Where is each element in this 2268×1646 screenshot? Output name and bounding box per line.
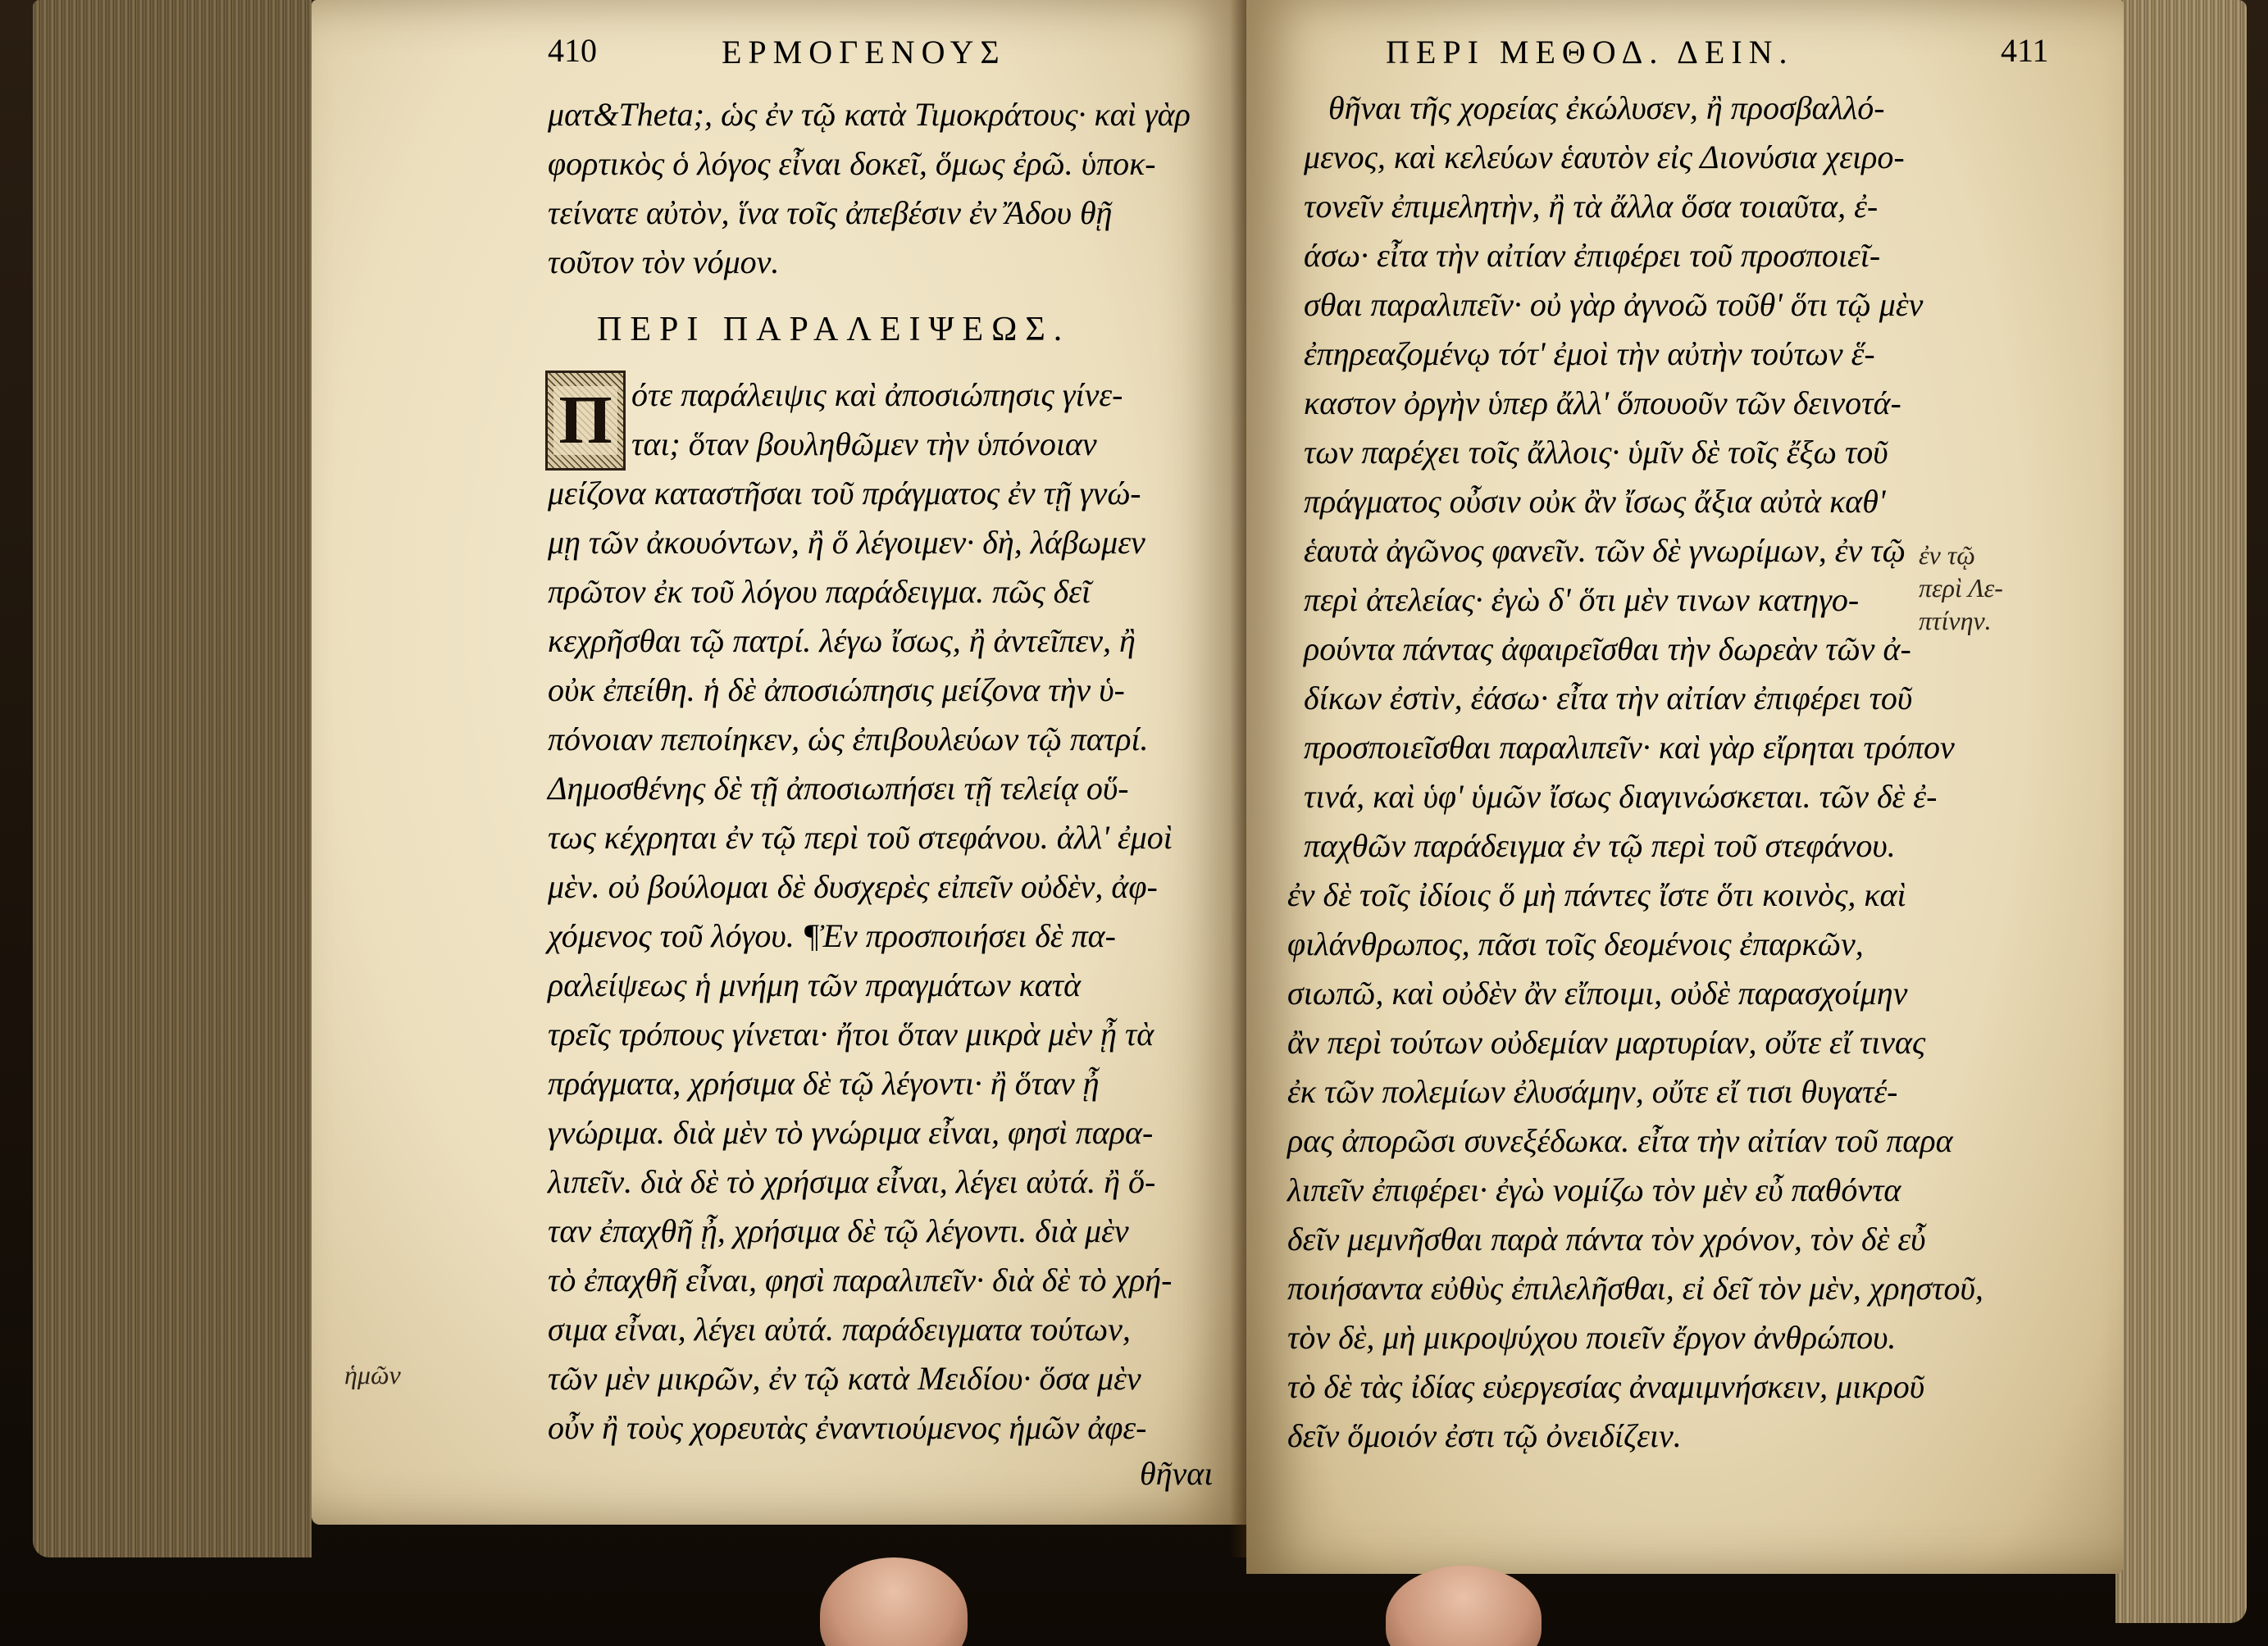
drop-cap-ornament — [545, 371, 626, 471]
text-line: ματ&Theta;, ὡς ἐν τῷ κατὰ Τιμοκράτους· καὶ γὰρ — [548, 96, 1191, 133]
text-line: προσποιεῖσθαι παραλιπεῖν· καὶ γὰρ εἴρηται τρόπον — [1304, 729, 1955, 766]
text-line: Δημοσθένης δὲ τῇ ἀποσιωπήσει τῇ τελείᾳ οὕ- — [548, 770, 1129, 807]
text-line: τείνατε αὐτὸν, ἵνα τοῖς ἀπεβέσιν ἐν Ἄδου θῇ — [548, 194, 1113, 231]
text-line: δεῖν ὅμοιόν ἐστι τῷ ὀνειδίζειν. — [1287, 1417, 1682, 1454]
right-page-block-edge — [2115, 0, 2247, 1623]
text-line: γνώριμα. διὰ μὲν τὸ γνώριμα εἶναι, φησὶ παρα- — [548, 1114, 1154, 1151]
text-line: φιλάνθρωπος, πᾶσι τοῖς δεομένοις ἐπαρκῶν, — [1287, 925, 1864, 962]
text-line: κεχρῆσθαι τῷ πατρί. λέγω ἴσως, ἢ ἀντεῖπεν, ἢ — [548, 622, 1136, 659]
text-line: τρεῖς τρόπους γίνεται· ἤτοι ὅταν μικρὰ μὲν ᾖ τὰ — [548, 1016, 1154, 1053]
right-page-number: 411 — [2001, 32, 2049, 69]
text-line: λιπεῖν. διὰ δὲ τὸ χρήσιμα εἶναι, λέγει αὐτά. ἢ ὅ- — [548, 1163, 1156, 1200]
text-line: πράγματα, χρήσιμα δὲ τῷ λέγοντι· ἢ ὅταν ᾖ — [548, 1065, 1100, 1102]
text-line: ἐκ τῶν πολεμίων ἐλυσάμην, οὔτε εἴ τισι θυγατέ- — [1287, 1073, 1898, 1110]
text-line: ρας ἀπορῶσι συνεξέδωκα. εἶτα τὴν αἰτίαν τοῦ παρα — [1287, 1122, 1953, 1159]
right-thumb — [1386, 1566, 1542, 1646]
text-line: δεῖν μεμνῆσθαι παρὰ πάντα τὸν χρόνον, τὸν δὲ εὖ — [1287, 1221, 1926, 1257]
left-page-block-edge — [33, 0, 312, 1557]
text-line: φορτικὸς ὁ λόγος εἶναι δοκεῖ, ὅμως ἐρῶ. ὑποκ- — [548, 145, 1156, 182]
left-page-number: 410 — [548, 32, 597, 69]
text-line: ποιήσαντα εὐθὺς ἐπιλελῆσθαι, εἰ δεῖ τὸν μὲν, χρηστοῦ, — [1287, 1270, 1983, 1307]
text-line: των παρέχει τοῖς ἄλλοις· ὑμῖν δὲ τοῖς ἔξω τοῦ — [1304, 434, 1888, 471]
text-line: ἑαυτὰ ἀγῶνος φανεῖν. τῶν δὲ γνωρίμων, ἐν τῷ — [1304, 532, 1906, 569]
margin-note-line: ἐν τῷ — [1919, 540, 1975, 570]
text-line: ται; ὅταν βουληθῶμεν τὴν ὑπόνοιαν — [631, 425, 1097, 462]
text-line: μῃ τῶν ἀκουόντων, ἢ ὅ λέγοιμεν· δὴ, λάβωμεν — [548, 524, 1145, 561]
text-line: τὸ ἐπαχθῆ εἶναι, φησὶ παραλιπεῖν· διὰ δὲ τὸ χρή- — [548, 1262, 1173, 1298]
text-line: πόνοιαν πεποίηκεν, ὡς ἐπιβουλεύων τῷ πατρί. — [548, 721, 1149, 757]
text-line: τοῦτον τὸν νόμον. — [548, 243, 780, 280]
text-line: παχθῶν παράδειγμα ἐν τῷ περὶ τοῦ στεφάνου. — [1304, 827, 1896, 864]
text-line: πράγματος οὖσιν οὐκ ἂν ἴσως ἄξια αὐτὰ καθ' — [1304, 483, 1886, 520]
text-line: τὸν δὲ, μὴ μικροψύχου ποιεῖν ἔργον ἀνθρώπου. — [1287, 1319, 1897, 1356]
text-line: περὶ ἀτελείας· ἐγὼ δ' ὅτι μὲν τινων κατηγο- — [1304, 581, 1860, 618]
text-line: ραλείψεως ἡ μνήμη τῶν πραγμάτων κατὰ — [548, 966, 1082, 1003]
text-line: σιωπῶ, καὶ οὐδὲν ἂν εἴποιμι, οὐδὲ παρασχοίμην — [1287, 975, 1908, 1012]
text-line: δίκων ἐστὶν, ἐάσω· εἶτα τὴν αἰτίαν ἐπιφέρει τοῦ — [1304, 680, 1913, 716]
text-line: τὸ δὲ τὰς ἰδίας εὐεργεσίας ἀναμιμνήσκειν, μικροῦ — [1287, 1368, 1925, 1405]
text-line: οὐκ ἐπείθη. ἡ δὲ ἀποσιώπησις μείζονα τὴν ὑ- — [548, 671, 1125, 708]
text-line: τῶν μὲν μικρῶν, ἐν τῷ κατὰ Μειδίου· ὅσα μὲν — [548, 1360, 1141, 1397]
section-title: ΠΕΡΙ ΠΑΡΑΛΕΙΨΕΩΣ. — [597, 311, 1071, 348]
text-line: ἐπηρεαζομένῳ τότ' ἐμοὶ τὴν αὐτὴν τούτων ἕ- — [1304, 335, 1875, 372]
text-line: χόμενος τοῦ λόγου. ¶Ἐν προσποιήσει δὲ πα- — [548, 917, 1116, 954]
text-line: οὖν ἢ τοὺς χορευτὰς ἐναντιούμενος ἡμῶν ἀφε- — [548, 1409, 1147, 1446]
left-running-head: ΕΡΜΟΓΕΝΟΥΣ — [722, 34, 1006, 70]
text-line: σθαι παραλιπεῖν· οὐ γὰρ ἀγνοῶ τοῦθ' ὅτι τῷ μὲν — [1304, 286, 1924, 323]
text-line: άσω· εἶτα τὴν αἰτίαν ἐπιφέρει τοῦ προσποιεῖ- — [1304, 237, 1881, 274]
text-line: σιμα εἶναι, λέγει αὐτά. παράδειγματα τούτων, — [548, 1311, 1131, 1348]
text-line: ότε παράλειψις καὶ ἀποσιώπησις γίνε- — [631, 376, 1123, 413]
text-line: θῆναι τῆς χορείας ἐκώλυσεν, ἢ προσβαλλό- — [1328, 89, 1885, 126]
text-line: πρῶτον ἐκ τοῦ λόγου παράδειγμα. πῶς δεῖ — [548, 573, 1091, 610]
text-line: λιπεῖν ἐπιφέρει· ἐγὼ νομίζω τὸν μὲν εὖ παθόντα — [1287, 1171, 1901, 1208]
left-thumb — [820, 1557, 968, 1646]
text-line: ταν ἐπαχθῆ ᾖ, χρήσιμα δὲ τῷ λέγοντι. διὰ μὲν — [548, 1212, 1129, 1249]
drop-cap-letter: Π — [553, 386, 617, 455]
text-line: ἐν δὲ τοῖς ἰδίοις ὅ μὴ πάντες ἴστε ὅτι κοινὸς, καὶ — [1287, 876, 1906, 913]
margin-note-line: πτίνην. — [1919, 606, 1992, 635]
catchword: θῆναι — [1140, 1455, 1214, 1492]
text-line: ρούντα πάντας ἀφαιρεῖσθαι τὴν δωρεὰν τῶν ἀ- — [1304, 630, 1911, 667]
text-line: τονεῖν ἐπιμελητὴν, ἢ τὰ ἄλλα ὅσα τοιαῦτα, ἐ- — [1304, 188, 1879, 225]
text-line: τως κέχρηται ἐν τῷ περὶ τοῦ στεφάνου. ἀλλ' ἐμοὶ — [548, 819, 1173, 856]
text-line: μείζονα καταστῆσαι τοῦ πράγματος ἐν τῇ γνώ- — [548, 475, 1141, 512]
right-running-head: ΠΕΡΙ ΜΕΘΟΔ. ΔΕΙΝ. — [1386, 34, 1794, 70]
text-line: καστον ὀργὴν ὑπερ ἄλλ' ὅπουοῦν τῶν δεινοτά- — [1304, 384, 1901, 421]
text-line: μενος, καὶ κελεύων ἑαυτὸν εἰς Διονύσια χειρο- — [1304, 139, 1905, 175]
text-line: ἂν περὶ τούτων οὐδεμίαν μαρτυρίαν, οὔτε εἴ τινας — [1287, 1024, 1926, 1061]
margin-note-line: περὶ Λε- — [1919, 573, 2003, 602]
text-line: μὲν. οὐ βούλομαι δὲ δυσχερὲς εἰπεῖν οὐδὲν, ἀφ- — [548, 868, 1158, 905]
text-line: τινά, καὶ ὑφ' ὑμῶν ἴσως διαγινώσκεται. τῶν δὲ ἐ- — [1304, 778, 1938, 815]
left-margin-note: ἡμῶν — [344, 1360, 401, 1389]
